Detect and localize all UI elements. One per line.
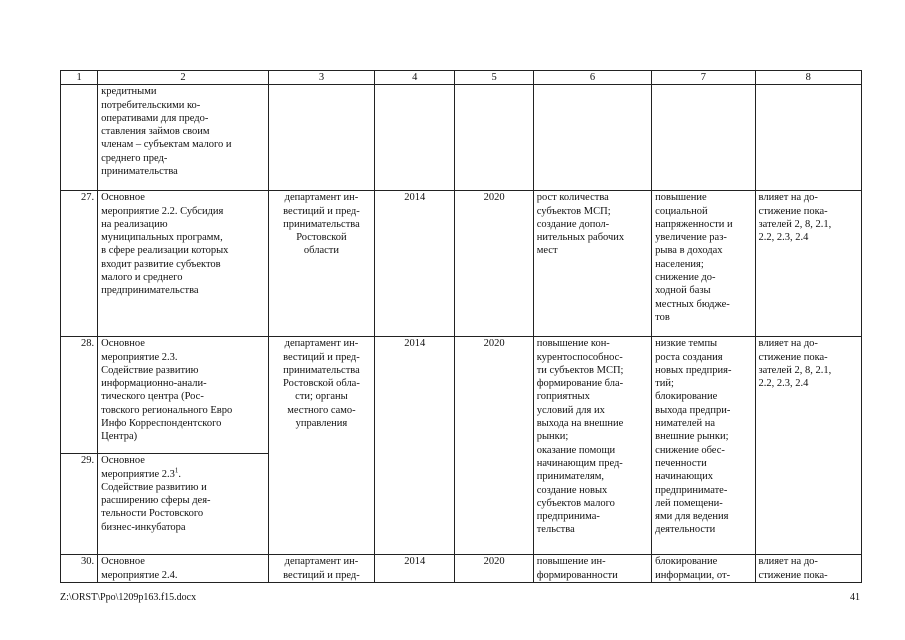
- cell-result: [533, 85, 651, 191]
- cell-end: 2020: [455, 337, 533, 555]
- header-row: [61, 71, 862, 85]
- cell-start: 2014: [375, 337, 455, 555]
- col-header-4: 4: [375, 71, 455, 85]
- cell-executor: департамент ин- вестиций и пред- принимательства Ростовской области: [268, 191, 374, 337]
- col-header-5: 5: [455, 71, 533, 85]
- col-header-3: 3: [268, 71, 374, 85]
- col-header-2: 2: [98, 71, 269, 85]
- cell-start: 2014: [375, 555, 455, 583]
- document-path: Z:\ORST\Ppo\1209p163.f15.docx: [60, 592, 197, 603]
- measure-name-part: . Содействие развитию и расширению сферы дея- тельности Ростовского бизнес-инкубатора: [101, 468, 211, 533]
- cell-consequence: [652, 85, 755, 191]
- cell-end: 2020: [455, 191, 533, 337]
- cell-measure-name: кредитными потребительскими ко- оперативами для предо- ставления займов своим членам – субъектам малого и среднего пред- принимательства: [98, 85, 269, 191]
- cell-num: 29.: [61, 454, 98, 555]
- cell-link: влияет на до- стижение пока- зателей 2, 8, 2.1, 2.2, 2.3, 2.4: [755, 191, 861, 337]
- col-header-1: 1: [61, 71, 98, 85]
- col-header-8: 8: [755, 71, 861, 85]
- cell-link: влияет на до- стижение пока-: [755, 555, 861, 583]
- cell-result: повышение кон- курентоспособнос- ти субъектов МСП; формирование бла- гоприятных условий для их выхода на внешние рынки; оказание помощи начинающим пред- принимателям, создание новых субъектов малого предпринима- тельства: [533, 337, 651, 555]
- cell-measure-name: Основное мероприятие 2.3. Содействие развитию информационно-анали- тического центра (Рос- товского регионального Евро Инфо Корреспондентского Центра): [98, 337, 269, 454]
- cell-measure-name: Основное мероприятие 2.2. Субсидия на реализацию муниципальных программ, в сфере реализации которых входит развитие субъектов малого и среднего предпринимательства: [98, 191, 269, 337]
- cell-measure-name: Основное мероприятие 2.4.: [98, 555, 269, 583]
- program-measures-table: [60, 70, 862, 583]
- cell-num: 27.: [61, 191, 98, 337]
- cell-consequence: блокирование информации, от-: [652, 555, 755, 583]
- table-row-27: [61, 191, 862, 337]
- cell-num: 30.: [61, 555, 98, 583]
- table-row-30: [61, 555, 862, 583]
- cell-link: [755, 85, 861, 191]
- cell-measure-name: [98, 454, 269, 555]
- cell-start: [375, 85, 455, 191]
- cell-num: [61, 85, 98, 191]
- cell-result: рост количества субъектов МСП; создание допол- нительных рабочих мест: [533, 191, 651, 337]
- measure-name-part: Основное мероприятие 2.3: [101, 455, 175, 480]
- page-number: 41: [850, 592, 860, 603]
- cell-executor: департамент ин- вестиций и пред-: [268, 555, 374, 583]
- cell-link: влияет на до- стижение пока- зателей 2, 8, 2.1, 2.2, 2.3, 2.4: [755, 337, 861, 555]
- cell-consequence: низкие темпы роста создания новых предприя- тий; блокирование выхода предпри- нимателей на внешние рынки; снижение обес- печенности начинающих предпринимате- лей помещени- ями для ведения деятельности: [652, 337, 755, 555]
- cell-num: 28.: [61, 337, 98, 454]
- cell-end: 2020: [455, 555, 533, 583]
- cell-end: [455, 85, 533, 191]
- table-row-continuation: [61, 85, 862, 191]
- cell-start: 2014: [375, 191, 455, 337]
- cell-executor: [268, 85, 374, 191]
- col-header-7: 7: [652, 71, 755, 85]
- cell-result: повышение ин- формированности: [533, 555, 651, 583]
- col-header-6: 6: [533, 71, 651, 85]
- table-row-28: [61, 337, 862, 454]
- cell-executor: департамент ин- вестиций и пред- принимательства Ростовской обла- сти; органы местного само- управления: [268, 337, 374, 555]
- cell-consequence: повышение социальной напряженности и увеличение раз- рыва в доходах населения; снижение до- ходной базы местных бюдже- тов: [652, 191, 755, 337]
- footnote-mark: 1: [174, 466, 179, 475]
